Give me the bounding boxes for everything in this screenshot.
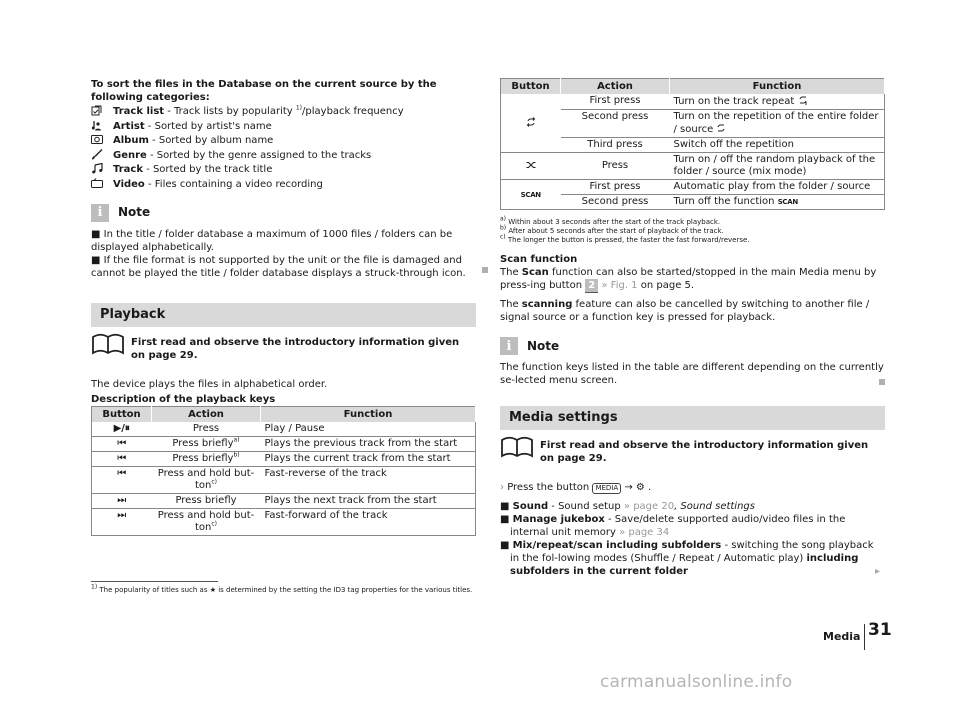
note-text: The function keys listed in the table are different depending on the currently se-lected menu screen. (500, 362, 884, 386)
action-cell: Press briefly (152, 493, 261, 508)
genre-icon (91, 149, 113, 163)
section-title-media-settings: Media settings (500, 406, 885, 430)
button-cell (501, 94, 561, 153)
function-cell: Fast-forward of the track (261, 508, 476, 535)
table-footnote: b) After about 5 seconds after the start of playback of the track. (500, 224, 724, 235)
scan-paragraph-2: The scanning feature can also be cancelled by switching to another file / signal source or a function key is pressed for playback. (500, 299, 870, 323)
playback-keys-table (91, 406, 476, 536)
action-cell: First press (561, 94, 670, 110)
info-icon: i (500, 337, 518, 355)
table-row (501, 180, 885, 195)
table-row (92, 508, 476, 535)
section-end-marker (879, 379, 885, 385)
section-title-playback: Playback (91, 303, 476, 327)
warning-text: First read and observe the introductory information given on page 29. (540, 440, 869, 464)
function-cell: Turn on the repetition of the entire folder / source (670, 110, 885, 138)
list-item: ■ Mix/repeat/scan including subfolders - switching the song playback in the fol-lowing modes (Shuffle / Repeat / Automatic play) including subfolders in the current folder ▸ (500, 540, 881, 577)
button-cell: ⏮ (92, 466, 152, 493)
action-cell: Press (561, 153, 670, 180)
column-header: Button (501, 79, 561, 95)
warning-text: First read and observe the introductory information given on page 29. (131, 336, 460, 361)
action-cell: Press and hold but- ton$^{c)}$ (152, 466, 261, 493)
button-cell: ⏮ (92, 436, 152, 451)
function-keys-table (500, 78, 885, 210)
category-video: Video - Files containing a video recording (91, 178, 476, 193)
warning-row (91, 333, 476, 362)
playback-paragraph: The device plays the files in alphabetical order. (91, 378, 328, 390)
category-name: Track (113, 164, 143, 176)
scan-icon: SCAN (777, 198, 798, 206)
artist-icon (91, 120, 113, 134)
action-cell: Second press (561, 195, 670, 210)
table-row (92, 466, 476, 493)
watermark: carmanualsonline.info (600, 672, 793, 692)
figure-link[interactable]: » Fig. 1 (598, 280, 638, 291)
note-title: Note (118, 205, 151, 220)
button-number-badge: 2 (585, 279, 598, 293)
note-heading (500, 337, 885, 355)
action-cell: Second press (561, 110, 670, 138)
track-list-icon (91, 105, 113, 119)
track-icon (91, 163, 113, 177)
button-cell: ⏮ (92, 451, 152, 466)
button-cell (501, 180, 561, 210)
footnote-divider (91, 581, 218, 582)
function-cell: Turn off the function SCAN (670, 195, 885, 210)
button-cell: ▶/⏸ (92, 422, 152, 437)
action-cell: Press briefly$^{b)}$ (152, 451, 261, 466)
table-row (501, 94, 885, 110)
function-cell: Plays the current track from the start (261, 451, 476, 466)
category-album: Album - Sorted by album name (91, 134, 476, 149)
repeat-one-icon (798, 95, 808, 105)
list-item: ■ Manage jukebox - Save/delete supported audio/video files in the internal unit memory » page 34 (500, 514, 846, 538)
footer-divider (864, 624, 865, 650)
function-cell: Turn on / off the random playback of the folder / source (mix mode) (670, 153, 885, 180)
page-number: 31 (868, 620, 892, 640)
button-cell: ⏭ (92, 493, 152, 508)
column-header: Action (152, 406, 261, 422)
category-track-list: Track list - Track lists by popularity $^{1)}$/playback frequency (91, 105, 476, 120)
table-row (92, 451, 476, 466)
column-header: Function (670, 79, 885, 95)
info-icon: i (91, 204, 109, 222)
function-cell: Plays the next track from the start (261, 493, 476, 508)
note-line: ■ If the file format is not supported by the unit or the file is damaged and cannot be played the title / folder database displays a struck-through icon. (91, 254, 466, 279)
warning-book-icon (91, 333, 131, 359)
media-button[interactable]: MEDIA (592, 483, 621, 494)
button-cell: ⏭ (92, 508, 152, 535)
table-caption: Description of the playback keys (91, 393, 276, 405)
category-name: Genre (113, 149, 147, 161)
category-list (91, 105, 476, 193)
table-row (501, 153, 885, 180)
table-row (92, 436, 476, 451)
category-name: Video (113, 178, 145, 190)
function-cell: Fast-reverse of the track (261, 466, 476, 493)
left-column (91, 78, 476, 536)
note-heading (91, 204, 476, 222)
column-header: Function (261, 406, 476, 422)
button-cell (501, 153, 561, 180)
video-icon (91, 178, 113, 192)
footnote: 1) The popularity of titles such as ★ is determined by the setting the ID3 tag properties for the various titles. (91, 583, 473, 594)
action-cell: Press (152, 422, 261, 437)
category-genre: Genre - Sorted by the genre assigned to the tracks (91, 149, 476, 164)
table-row (92, 422, 476, 437)
press-instruction: › Press the button MEDIA → ⚙ . (500, 482, 652, 493)
scan-function-heading: Scan function (500, 254, 578, 265)
category-track: Track - Sorted by the track title (91, 163, 476, 178)
action-cell: Press and hold but- ton$^{c)}$ (152, 508, 261, 535)
step-arrow-icon: › (500, 482, 504, 493)
shuffle-icon (526, 160, 536, 170)
table-row (92, 493, 476, 508)
media-settings-list (500, 500, 885, 578)
category-name: Track list (113, 106, 165, 117)
category-name: Album (113, 135, 149, 147)
repeat-icon (526, 117, 536, 127)
warning-row (500, 436, 885, 465)
star-icon: ★ (209, 586, 216, 594)
list-item: ■ Sound - Sound setup » page 20, Sound settings (500, 501, 755, 512)
sort-intro: To sort the files in the Database on the current source by the following categories: (91, 79, 437, 103)
function-cell: Switch off the repetition (670, 138, 885, 153)
action-cell: Press briefly$^{a)}$ (152, 436, 261, 451)
warning-book-icon (500, 436, 540, 462)
scan-paragraph-1: The Scan function can also be started/stopped in the main Media menu by press-ing button 2 » Fig. 1 on page 5. (500, 267, 877, 291)
action-cell: Third press (561, 138, 670, 153)
settings-icon: ⚙ (635, 482, 645, 493)
function-cell: Play / Pause (261, 422, 476, 437)
category-name: Artist (113, 120, 145, 132)
section-end-marker (482, 267, 488, 273)
column-header: Button (92, 406, 152, 422)
table-footnote: a) Within about 3 seconds after the start of the track playback. (500, 215, 721, 226)
function-cell: Automatic play from the folder / source (670, 180, 885, 195)
column-header: Action (561, 79, 670, 95)
album-icon (91, 134, 113, 148)
action-cell: First press (561, 180, 670, 195)
table-footnotes (500, 215, 885, 245)
note-title: Note (527, 338, 560, 353)
note-line: ■ In the title / folder database a maximum of 1000 files / folders can be displayed alphabetically. (91, 228, 453, 253)
table-footnote: c) The longer the button is pressed, the faster the fast forward/reverse. (500, 233, 750, 244)
category-artist: Artist - Sorted by artist's name (91, 120, 476, 135)
repeat-icon (716, 123, 726, 133)
function-cell: Turn on the track repeat (670, 94, 885, 110)
function-cell: Plays the previous track from the start (261, 436, 476, 451)
scan-icon: SCAN (520, 190, 541, 199)
right-column (500, 78, 885, 578)
footer-section-label: Media (823, 630, 861, 643)
